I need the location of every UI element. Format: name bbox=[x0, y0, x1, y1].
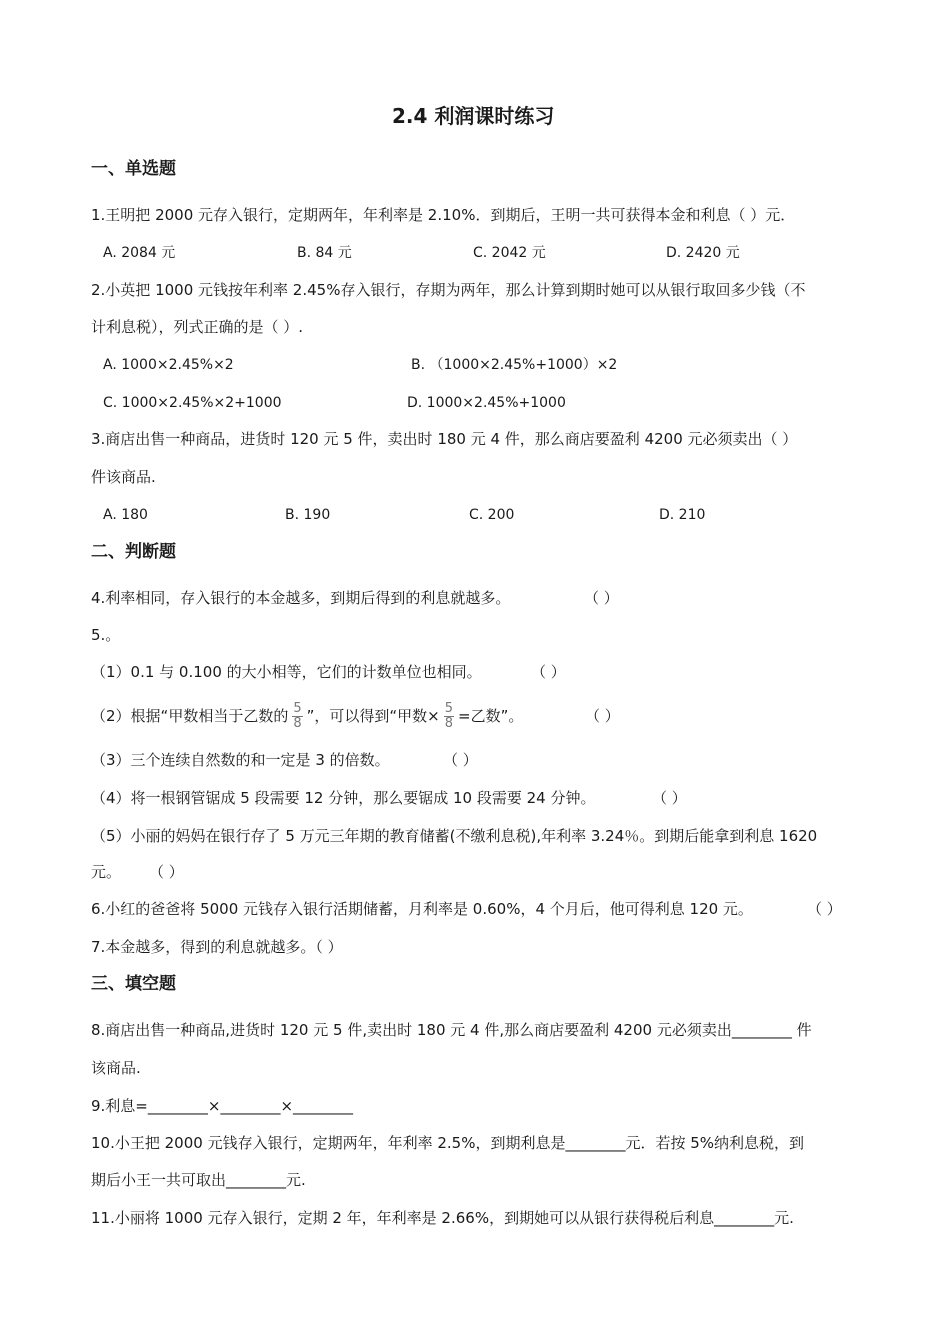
question-5-head: 5.。 bbox=[91, 626, 121, 644]
q1-option-b: B. 84 元 bbox=[297, 245, 352, 261]
q2-option-c: C. 1000×2.45%×2+1000 bbox=[103, 395, 282, 411]
question-4: 4.利率相同，存入银行的本金越多，到期后得到的利息就越多。 bbox=[91, 589, 511, 607]
section-heading-true-false: 二、判断题 bbox=[91, 542, 176, 562]
section-heading-fill-in: 三、填空题 bbox=[91, 974, 176, 994]
question-6: 6.小红的爸爸将 5000 元钱存入银行活期储蓄，月利率是 0.60%，4 个月后，他可得利息 120 元。 bbox=[91, 900, 753, 918]
question-10-line-2: 期后小王一共可取出________元. bbox=[91, 1171, 306, 1189]
question-3-line-1: 3.商店出售一种商品，进货时 120 元 5 件，卖出时 180 元 4 件，那么商店要盈利 4200 元必须卖出（ ） bbox=[91, 430, 798, 448]
question-6-paren: （ ） bbox=[807, 900, 842, 918]
fraction-five-eighths-2: $\frac{5}{8}$ bbox=[444, 701, 454, 731]
question-5-part-3: （3）三个连续自然数的和一定是 3 的倍数。 bbox=[91, 751, 390, 769]
question-8-line-2: 该商品. bbox=[91, 1059, 141, 1077]
q1-option-d: D. 2420 元 bbox=[666, 245, 740, 261]
q2-option-d: D. 1000×2.45%+1000 bbox=[407, 395, 566, 411]
fraction-five-eighths: $\frac{5}{8}$ bbox=[293, 701, 302, 731]
q2-option-a: A. 1000×2.45%×2 bbox=[103, 357, 234, 373]
question-5-part-5-line-2: 元。 bbox=[91, 863, 122, 881]
q1-option-c: C. 2042 元 bbox=[473, 245, 546, 261]
q2-option-b: B. （1000×2.45%+1000）×2 bbox=[411, 357, 618, 373]
question-5-part-2-paren: （ ） bbox=[585, 707, 620, 725]
question-5-part-3-paren: （ ） bbox=[443, 751, 478, 769]
question-3-line-2: 件该商品. bbox=[91, 468, 156, 486]
q3-option-b: B. 190 bbox=[285, 507, 331, 523]
q5-p2-prefix: （2）根据“甲数相当于乙数的 bbox=[91, 707, 289, 725]
question-7: 7.本金越多，得到的利息就越多。（ ） bbox=[91, 938, 343, 956]
question-4-answer-paren: （ ） bbox=[584, 589, 619, 607]
q3-option-d: D. 210 bbox=[659, 507, 706, 523]
q5-p2-suffix: =乙数”。 bbox=[458, 707, 524, 725]
question-5-part-2 bbox=[91, 700, 523, 732]
question-5-part-1-paren: （ ） bbox=[531, 663, 566, 681]
question-5-part-5-line-1: （5）小丽的妈妈在银行存了 5 万元三年期的教育储蓄(不缴利息税),年利率 3.24％。到期后能拿到利息 1620 bbox=[91, 827, 818, 845]
q3-option-c: C. 200 bbox=[469, 507, 515, 523]
q5-p2-middle: ”，可以得到“甲数× bbox=[306, 707, 440, 725]
page-title: 2.4 利润课时练习 bbox=[392, 104, 555, 128]
q3-option-a: A. 180 bbox=[103, 507, 148, 523]
question-9: 9.利息=________×________×________ bbox=[91, 1097, 354, 1115]
question-1: 1.王明把 2000 元存入银行，定期两年，年利率是 2.10%．到期后，王明一共可获得本金和利息（ ）元． bbox=[91, 206, 796, 224]
question-5-part-1: （1）0.1 与 0.100 的大小相等，它们的计数单位也相同。 bbox=[91, 663, 482, 681]
question-2-line-2: 计利息税），列式正确的是（ ）. bbox=[91, 318, 304, 336]
question-10-line-1: 10.小王把 2000 元钱存入银行，定期两年，年利率 2.5%，到期利息是________元．若按 5%纳利息税，到 bbox=[91, 1134, 805, 1152]
question-5-part-5-paren: （ ） bbox=[149, 863, 184, 881]
question-2-line-1: 2.小英把 1000 元钱按年利率 2.45%存入银行，存期为两年，那么计算到期时她可以从银行取回多少钱（不 bbox=[91, 281, 806, 299]
question-5-part-4: （4）将一根钢管锯成 5 段需要 12 分钟，那么要锯成 10 段需要 24 分钟。 bbox=[91, 789, 596, 807]
question-11: 11.小丽将 1000 元存入银行，定期 2 年，年利率是 2.66%，到期她可以从银行获得税后利息________元. bbox=[91, 1209, 794, 1227]
section-heading-single-choice: 一、单选题 bbox=[91, 159, 176, 179]
question-5-part-4-paren: （ ） bbox=[652, 789, 687, 807]
question-8-line-1: 8.商店出售一种商品,进货时 120 元 5 件,卖出时 180 元 4 件,那么商店要盈利 4200 元必须卖出________ 件 bbox=[91, 1021, 812, 1039]
q1-option-a: A. 2084 元 bbox=[103, 245, 176, 261]
